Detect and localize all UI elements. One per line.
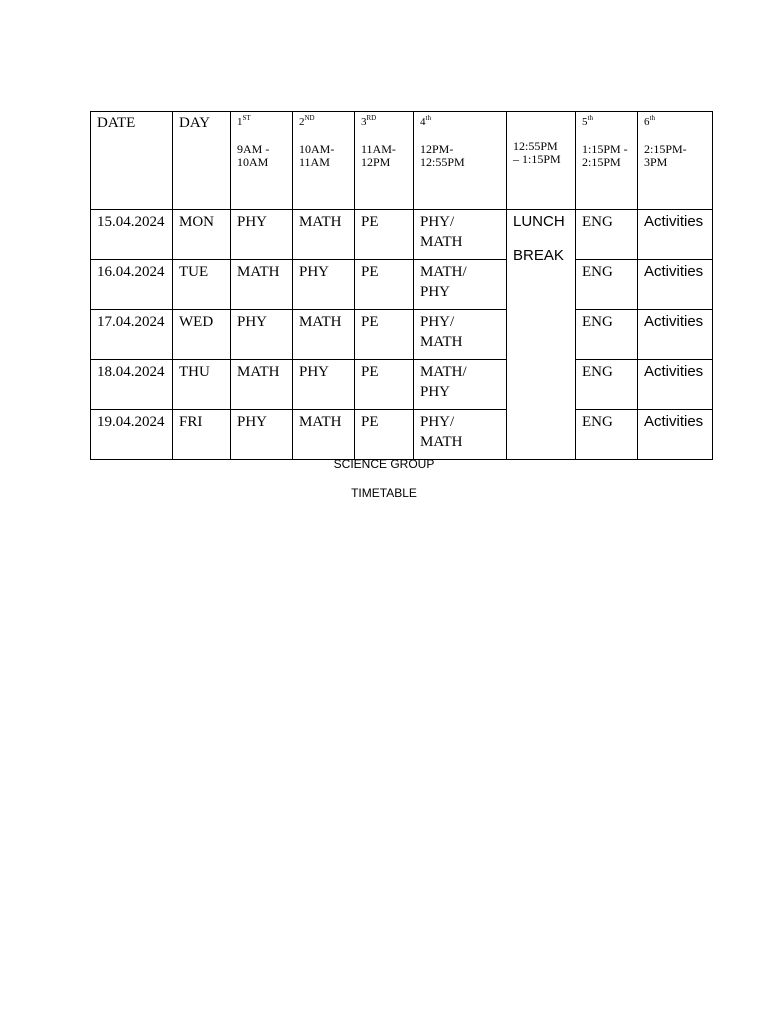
lunch-break-cell xyxy=(507,210,576,460)
period-3-cell: PE xyxy=(355,310,414,360)
timetable xyxy=(90,111,713,460)
period-1-cell: MATH xyxy=(231,260,293,310)
period-6-cell: Activities xyxy=(638,210,713,260)
period-6-cell: Activities xyxy=(638,310,713,360)
period-6-cell: Activities xyxy=(638,260,713,310)
period-6-cell: Activities xyxy=(638,360,713,410)
header-period-2: 2ND 10AM- 11AM xyxy=(293,112,355,210)
period-time: 2:15PM- 3PM xyxy=(644,142,687,169)
header-day: DAY xyxy=(173,112,231,210)
period-5-cell: ENG xyxy=(576,410,638,460)
period-5-cell: ENG xyxy=(576,260,638,310)
period-4-cell: MATH/ PHY xyxy=(414,360,507,410)
header-period-4: 4th 12PM- 12:55PM xyxy=(414,112,507,210)
day-cell: THU xyxy=(173,360,231,410)
period-2-cell: MATH xyxy=(293,410,355,460)
header-lunch-period xyxy=(507,112,576,210)
day-cell: FRI xyxy=(173,410,231,460)
period-2-cell: PHY xyxy=(293,360,355,410)
table-row xyxy=(91,410,713,460)
date-cell: 18.04.2024 xyxy=(91,360,173,410)
header-period-5: 5th 1:15PM - 2:15PM xyxy=(576,112,638,210)
day-cell: TUE xyxy=(173,260,231,310)
period-3-cell: PE xyxy=(355,260,414,310)
table-row xyxy=(91,260,713,310)
header-date: DATE xyxy=(91,112,173,210)
period-time: 12:55PM – 1:15PM xyxy=(513,139,561,166)
day-cell: MON xyxy=(173,210,231,260)
period-2-cell: MATH xyxy=(293,310,355,360)
table-row xyxy=(91,310,713,360)
period-5-cell: ENG xyxy=(576,360,638,410)
header-period-3: 3RD 11AM- 12PM xyxy=(355,112,414,210)
date-cell: 16.04.2024 xyxy=(91,260,173,310)
period-4-cell: PHY/ MATH xyxy=(414,310,507,360)
period-3-cell: PE xyxy=(355,360,414,410)
period-time: 11AM- 12PM xyxy=(361,142,396,169)
period-time: 9AM - 10AM xyxy=(237,142,270,169)
header-period-1: 1ST 9AM - 10AM xyxy=(231,112,293,210)
date-cell: 15.04.2024 xyxy=(91,210,173,260)
period-time: 12PM- 12:55PM xyxy=(420,142,465,169)
period-5-cell: ENG xyxy=(576,310,638,360)
header-period-6: 6th 2:15PM- 3PM xyxy=(638,112,713,210)
period-6-cell: Activities xyxy=(638,410,713,460)
caption-science-group: SCIENCE GROUP xyxy=(333,457,435,471)
period-1-cell: PHY xyxy=(231,410,293,460)
period-3-cell: PE xyxy=(355,210,414,260)
period-time: 10AM- 11AM xyxy=(299,142,335,169)
period-4-cell: PHY/ MATH xyxy=(414,410,507,460)
period-1-cell: MATH xyxy=(231,360,293,410)
date-cell: 19.04.2024 xyxy=(91,410,173,460)
table-row xyxy=(91,210,713,260)
period-time: 1:15PM - 2:15PM xyxy=(582,142,628,169)
caption-timetable: TIMETABLE xyxy=(351,486,417,500)
period-1-cell: PHY xyxy=(231,310,293,360)
date-cell: 17.04.2024 xyxy=(91,310,173,360)
period-5-cell: ENG xyxy=(576,210,638,260)
period-3-cell: PE xyxy=(355,410,414,460)
day-cell: WED xyxy=(173,310,231,360)
table-row xyxy=(91,360,713,410)
period-2-cell: MATH xyxy=(293,210,355,260)
break-label: BREAK xyxy=(513,247,564,264)
lunch-label: LUNCH xyxy=(513,213,565,230)
period-1-cell: PHY xyxy=(231,210,293,260)
period-4-cell: MATH/ PHY xyxy=(414,260,507,310)
header-row xyxy=(91,112,713,210)
period-2-cell: PHY xyxy=(293,260,355,310)
period-4-cell: PHY/ MATH xyxy=(414,210,507,260)
